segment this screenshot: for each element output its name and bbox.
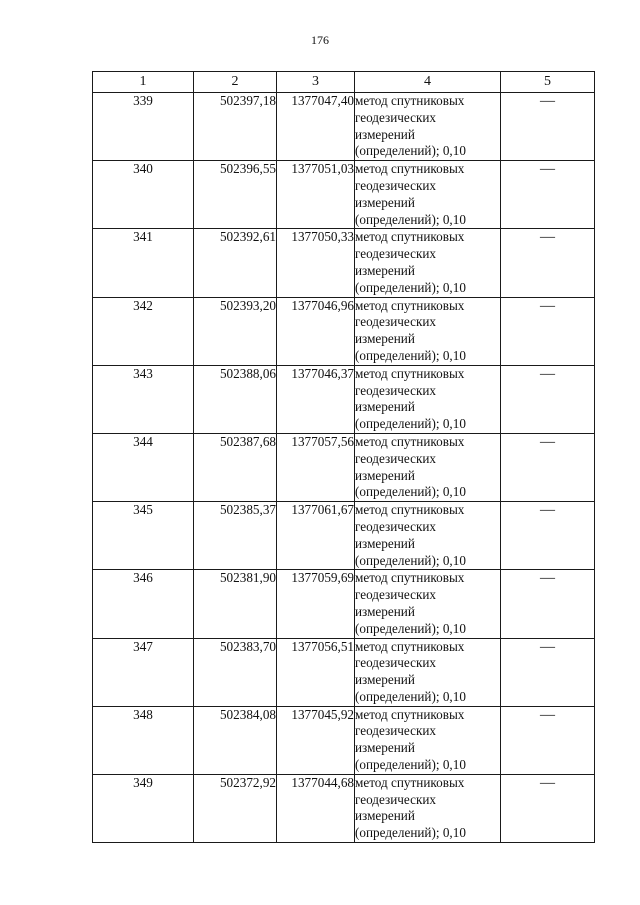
note-cell xyxy=(501,229,595,297)
method-line: метод спутниковых xyxy=(355,297,465,313)
table-row xyxy=(93,502,595,570)
point-number-cell: 345 xyxy=(93,502,194,570)
method-line: измерений xyxy=(355,672,415,688)
method-line: геодезических xyxy=(355,177,437,193)
method-cell xyxy=(355,365,501,433)
method-line: геодезических xyxy=(355,450,437,466)
method-line: геодезических xyxy=(355,109,437,125)
x-coordinate-cell: 502383,70 xyxy=(194,638,277,706)
note-dash: — xyxy=(540,638,555,655)
point-number-cell: 347 xyxy=(93,638,194,706)
note-cell xyxy=(501,774,595,842)
table-row xyxy=(93,638,595,706)
y-coordinate-cell: 1377046,96 xyxy=(277,297,355,365)
method-line: (определений); 0,10 xyxy=(355,347,466,363)
point-number-cell: 343 xyxy=(93,365,194,433)
method-line: метод спутниковых xyxy=(355,638,465,654)
y-coordinate-cell: 1377050,33 xyxy=(277,229,355,297)
coordinates-table xyxy=(92,71,595,843)
method-line: измерений xyxy=(355,399,415,415)
note-dash: — xyxy=(540,502,555,519)
method-line: метод спутниковых xyxy=(355,774,465,790)
method-line: (определений); 0,10 xyxy=(355,484,466,500)
note-cell xyxy=(501,161,595,229)
method-line: измерений xyxy=(355,262,415,278)
point-number-cell: 344 xyxy=(93,433,194,501)
table-body xyxy=(93,93,595,843)
point-number-cell: 341 xyxy=(93,229,194,297)
method-cell xyxy=(355,502,501,570)
y-coordinate-cell: 1377046,37 xyxy=(277,365,355,433)
point-number-cell: 340 xyxy=(93,161,194,229)
method-line: измерений xyxy=(355,467,415,483)
method-line: геодезических xyxy=(355,723,437,739)
table-row xyxy=(93,93,595,161)
y-coordinate-cell: 1377051,03 xyxy=(277,161,355,229)
x-coordinate-cell: 502397,18 xyxy=(194,93,277,161)
note-dash: — xyxy=(540,570,555,587)
method-line: метод спутниковых xyxy=(355,433,465,449)
note-cell xyxy=(501,93,595,161)
method-line: метод спутниковых xyxy=(355,161,465,177)
page-number: 176 xyxy=(311,33,329,47)
point-number-cell: 342 xyxy=(93,297,194,365)
method-line: (определений); 0,10 xyxy=(355,416,466,432)
table-row xyxy=(93,229,595,297)
y-coordinate-cell: 1377059,69 xyxy=(277,570,355,638)
method-line: измерений xyxy=(355,535,415,551)
table-row xyxy=(93,433,595,501)
method-cell xyxy=(355,297,501,365)
note-dash: — xyxy=(540,161,555,178)
note-dash: — xyxy=(540,774,555,791)
column-header-4: 4 xyxy=(355,72,501,93)
note-cell xyxy=(501,297,595,365)
note-dash: — xyxy=(540,433,555,450)
method-cell xyxy=(355,161,501,229)
method-line: геодезических xyxy=(355,587,437,603)
note-dash: — xyxy=(540,93,555,109)
y-coordinate-cell: 1377047,40 xyxy=(277,93,355,161)
column-header-2: 2 xyxy=(194,72,277,93)
method-line: метод спутниковых xyxy=(355,706,465,722)
column-header-1: 1 xyxy=(93,72,194,93)
table-header-row xyxy=(93,72,595,93)
method-line: метод спутниковых xyxy=(355,502,465,518)
note-dash: — xyxy=(540,365,555,382)
method-cell xyxy=(355,638,501,706)
y-coordinate-cell: 1377044,68 xyxy=(277,774,355,842)
table-row xyxy=(93,706,595,774)
method-line: метод спутниковых xyxy=(355,365,465,381)
y-coordinate-cell: 1377056,51 xyxy=(277,638,355,706)
method-line: (определений); 0,10 xyxy=(355,143,466,159)
method-line: геодезических xyxy=(355,518,437,534)
method-cell xyxy=(355,93,501,161)
note-cell xyxy=(501,365,595,433)
point-number-cell: 346 xyxy=(93,570,194,638)
method-line: (определений); 0,10 xyxy=(355,757,466,773)
column-header-5: 5 xyxy=(501,72,595,93)
method-line: (определений); 0,10 xyxy=(355,279,466,295)
method-line: геодезических xyxy=(355,246,437,262)
x-coordinate-cell: 502387,68 xyxy=(194,433,277,501)
method-line: (определений); 0,10 xyxy=(355,825,466,841)
x-coordinate-cell: 502381,90 xyxy=(194,570,277,638)
table-row xyxy=(93,365,595,433)
note-cell xyxy=(501,570,595,638)
y-coordinate-cell: 1377061,67 xyxy=(277,502,355,570)
method-line: измерений xyxy=(355,603,415,619)
method-line: геодезических xyxy=(355,382,437,398)
method-line: геодезических xyxy=(355,314,437,330)
note-dash: — xyxy=(540,229,555,246)
method-line: измерений xyxy=(355,331,415,347)
method-line: измерений xyxy=(355,808,415,824)
x-coordinate-cell: 502385,37 xyxy=(194,502,277,570)
method-line: геодезических xyxy=(355,791,437,807)
method-cell xyxy=(355,570,501,638)
method-line: метод спутниковых xyxy=(355,93,465,108)
note-cell xyxy=(501,638,595,706)
point-number-cell: 349 xyxy=(93,774,194,842)
x-coordinate-cell: 502372,92 xyxy=(194,774,277,842)
table-row xyxy=(93,570,595,638)
table-row xyxy=(93,774,595,842)
method-line: (определений); 0,10 xyxy=(355,211,466,227)
point-number-cell: 339 xyxy=(93,93,194,161)
table-row xyxy=(93,161,595,229)
y-coordinate-cell: 1377057,56 xyxy=(277,433,355,501)
note-cell xyxy=(501,706,595,774)
y-coordinate-cell: 1377045,92 xyxy=(277,706,355,774)
method-line: метод спутниковых xyxy=(355,570,465,586)
note-dash: — xyxy=(540,297,555,314)
x-coordinate-cell: 502392,61 xyxy=(194,229,277,297)
note-cell xyxy=(501,433,595,501)
table-row xyxy=(93,297,595,365)
method-line: измерений xyxy=(355,740,415,756)
method-line: (определений); 0,10 xyxy=(355,620,466,636)
method-cell xyxy=(355,229,501,297)
method-line: метод спутниковых xyxy=(355,229,465,245)
method-line: измерений xyxy=(355,194,415,210)
method-line: измерений xyxy=(355,126,415,142)
x-coordinate-cell: 502393,20 xyxy=(194,297,277,365)
note-dash: — xyxy=(540,706,555,723)
method-line: геодезических xyxy=(355,655,437,671)
method-line: (определений); 0,10 xyxy=(355,552,466,568)
column-header-3: 3 xyxy=(277,72,355,93)
x-coordinate-cell: 502396,55 xyxy=(194,161,277,229)
x-coordinate-cell: 502384,08 xyxy=(194,706,277,774)
method-cell xyxy=(355,706,501,774)
x-coordinate-cell: 502388,06 xyxy=(194,365,277,433)
method-cell xyxy=(355,433,501,501)
method-line: (определений); 0,10 xyxy=(355,688,466,704)
point-number-cell: 348 xyxy=(93,706,194,774)
note-cell xyxy=(501,502,595,570)
method-cell xyxy=(355,774,501,842)
